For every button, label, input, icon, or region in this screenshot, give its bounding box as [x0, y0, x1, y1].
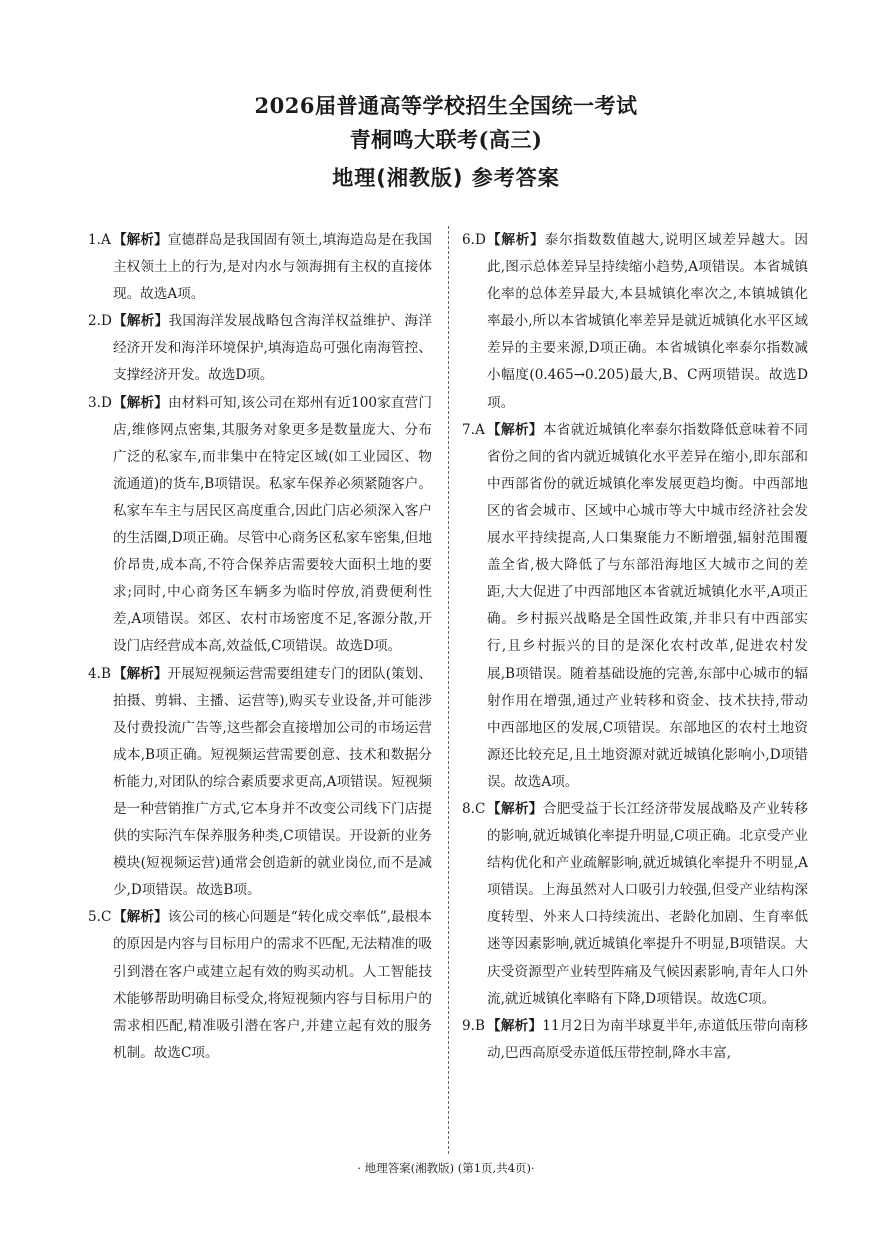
- answer-item-2: [88, 308, 432, 389]
- answer-text: 11月2日为南半球夏半年,赤道低压带向南移动,巴西高原受赤道低压带控制,降水丰富,: [487, 1017, 808, 1061]
- left-column: [88, 227, 432, 1067]
- answer-number: 7.A: [462, 421, 485, 438]
- answer-text: 开展短视频运营需要组建专门的团队(策划、拍摄、剪辑、主播、运营等),购买专业设备,并可能涉及付费投流广告等,这些都会直接增加公司的市场运营成本,B项正确。短视频运营需要创意、技术和数据分析能力,对团队的综合素质要求更高,A项错误。短视频是一种营销推广方式,它本身并不改变公司线下门店提供的实际汽车保养服务种类,C项错误。开设新的业务模块(短视频运营)通常会创造新的就业岗位,而不是减少,D项错误。故选B项。: [113, 665, 432, 899]
- answer-number: 1.A: [88, 232, 111, 248]
- analysis-tag: 【解析】: [113, 665, 168, 682]
- answer-item-1: [88, 227, 432, 308]
- analysis-tag: 【解析】: [487, 1017, 543, 1034]
- analysis-tag: 【解析】: [113, 394, 168, 411]
- answer-number: 5.C: [88, 909, 112, 926]
- answer-key-title: 地理(湘教版) 参考答案: [332, 166, 560, 190]
- answer-item-7: [462, 417, 808, 796]
- analysis-tag: 【解析】: [113, 909, 168, 926]
- analysis-tag: 【解析】: [113, 313, 169, 330]
- exam-subtitle: 青桐鸣大联考(高三): [349, 127, 543, 152]
- answer-text: 宣德群岛是我国固有领土,填海造岛是在我国主权领土上的行为,是对内水与领海拥有主权的直接体现。故选A项。: [113, 232, 433, 303]
- column-divider: [448, 226, 449, 1154]
- answer-number: 6.D: [462, 232, 486, 248]
- answer-text: 我国海洋发展战略包含海洋权益维护、海洋经济开发和海洋环境保护,填海造岛可强化南海管控、支撑经济开发。故选D项。: [113, 313, 433, 384]
- answer-text: 泰尔指数数值越大,说明区域差异越大。因此,图示总体差异呈持续缩小趋势,A项错误。本省城镇化率的总体差异最大,本县城镇化率次之,本镇城镇化率最小,所以本省城镇化率差异是就近城镇化水平区域差异的主要来源,D项正确。本省城镇化率泰尔指数减小幅度(0.465→0.205)最大,B、C两项错误。故选D项。: [487, 232, 808, 411]
- answer-number: 4.B: [88, 665, 111, 682]
- answer-number: 3.D: [88, 394, 112, 411]
- exam-title: 2026届普通高等学校招生全国统一考试: [254, 93, 638, 118]
- answer-item-8: [462, 796, 808, 1013]
- answer-item-4: [88, 661, 432, 905]
- page-header: [0, 92, 892, 192]
- analysis-tag: 【解析】: [113, 232, 168, 248]
- answer-text: 本省就近城镇化率泰尔指数降低意味着不同省份之间的省内就近城镇化水平差异在缩小,即东部和中西部省份的就近城镇化率发展更趋均衡。中西部地区的省会城市、区域中心城市等大中城市经济社会发展水平持续提高,人口集聚能力不断增强,辐射范围覆盖全省,极大降低了与东部沿海地区大城市之间的差距,大大促进了中西部地区本省就近城镇化水平,A项正确。乡村振兴战略是全国性政策,并非只有中西部实行,且乡村振兴的目的是深化农村改革,促进农村发展,B项错误。随着基础设施的完善,东部中心城市的辐射作用在增强,通过产业转移和资金、技术扶持,带动中西部地区的发展,C项错误。东部地区的农村土地资源还比较充足,且土地资源对就近城镇化影响小,D项错误。故选A项。: [487, 421, 809, 790]
- answer-number: 8.C: [462, 800, 486, 817]
- analysis-tag: 【解析】: [487, 421, 543, 438]
- page-footer: · 地理答案(湘教版) (第1页,共4页)·: [357, 1161, 535, 1175]
- answer-item-9: [462, 1013, 808, 1067]
- answer-text: 合肥受益于长江经济带发展战略及产业转移的影响,就近城镇化率提升明显,C项正确。北京受产业结构优化和产业疏解影响,就近城镇化率提升不明显,A项错误。上海虽然对人口吸引力较强,但受产业结构深度转型、外来人口持续流出、老龄化加剧、生育率低迷等因素影响,就近城镇化率提升不明显,B项错误。大庆受资源型产业转型阵痛及气候因素影响,青年人口外流,就近城镇化率略有下降,D项错误。故选C项。: [487, 800, 809, 1007]
- right-column: [462, 227, 808, 1067]
- answer-item-3: [88, 390, 432, 661]
- answer-number: 9.B: [462, 1017, 485, 1034]
- answer-number: 2.D: [88, 313, 112, 330]
- analysis-tag: 【解析】: [487, 800, 543, 817]
- analysis-tag: 【解析】: [487, 232, 545, 248]
- answer-item-6: [462, 227, 808, 417]
- answer-item-5: [88, 904, 432, 1067]
- answer-text: 该公司的核心问题是“转化成交率低”,最根本的原因是内容与目标用户的需求不匹配,无法精准的吸引到潜在客户或建立起有效的购买动机。人工智能技术能够帮助明确目标受众,将短视频内容与目标用户的需求相匹配,精准吸引潜在客户,并建立起有效的服务机制。故选C项。: [113, 909, 433, 1061]
- answer-text: 由材料可知,该公司在郑州有近100家直营门店,维修网点密集,其服务对象更多是数量庞大、分布广泛的私家车,而非集中在特定区域(如工业园区、物流通道)的货车,B项错误。私家车保养必须紧随客户。私家车车主与居民区高度重合,因此门店必须深入客户的生活圈,D项正确。尽管中心商务区私家车密集,但地价昂贵,成本高,不符合保养店需要较大面积土地的要求;同时,中心商务区车辆多为临时停放,消费便利性差,A项错误。郊区、农村市场密度不足,客源分散,开设门店经营成本高,效益低,C项错误。故选D项。: [113, 394, 432, 655]
